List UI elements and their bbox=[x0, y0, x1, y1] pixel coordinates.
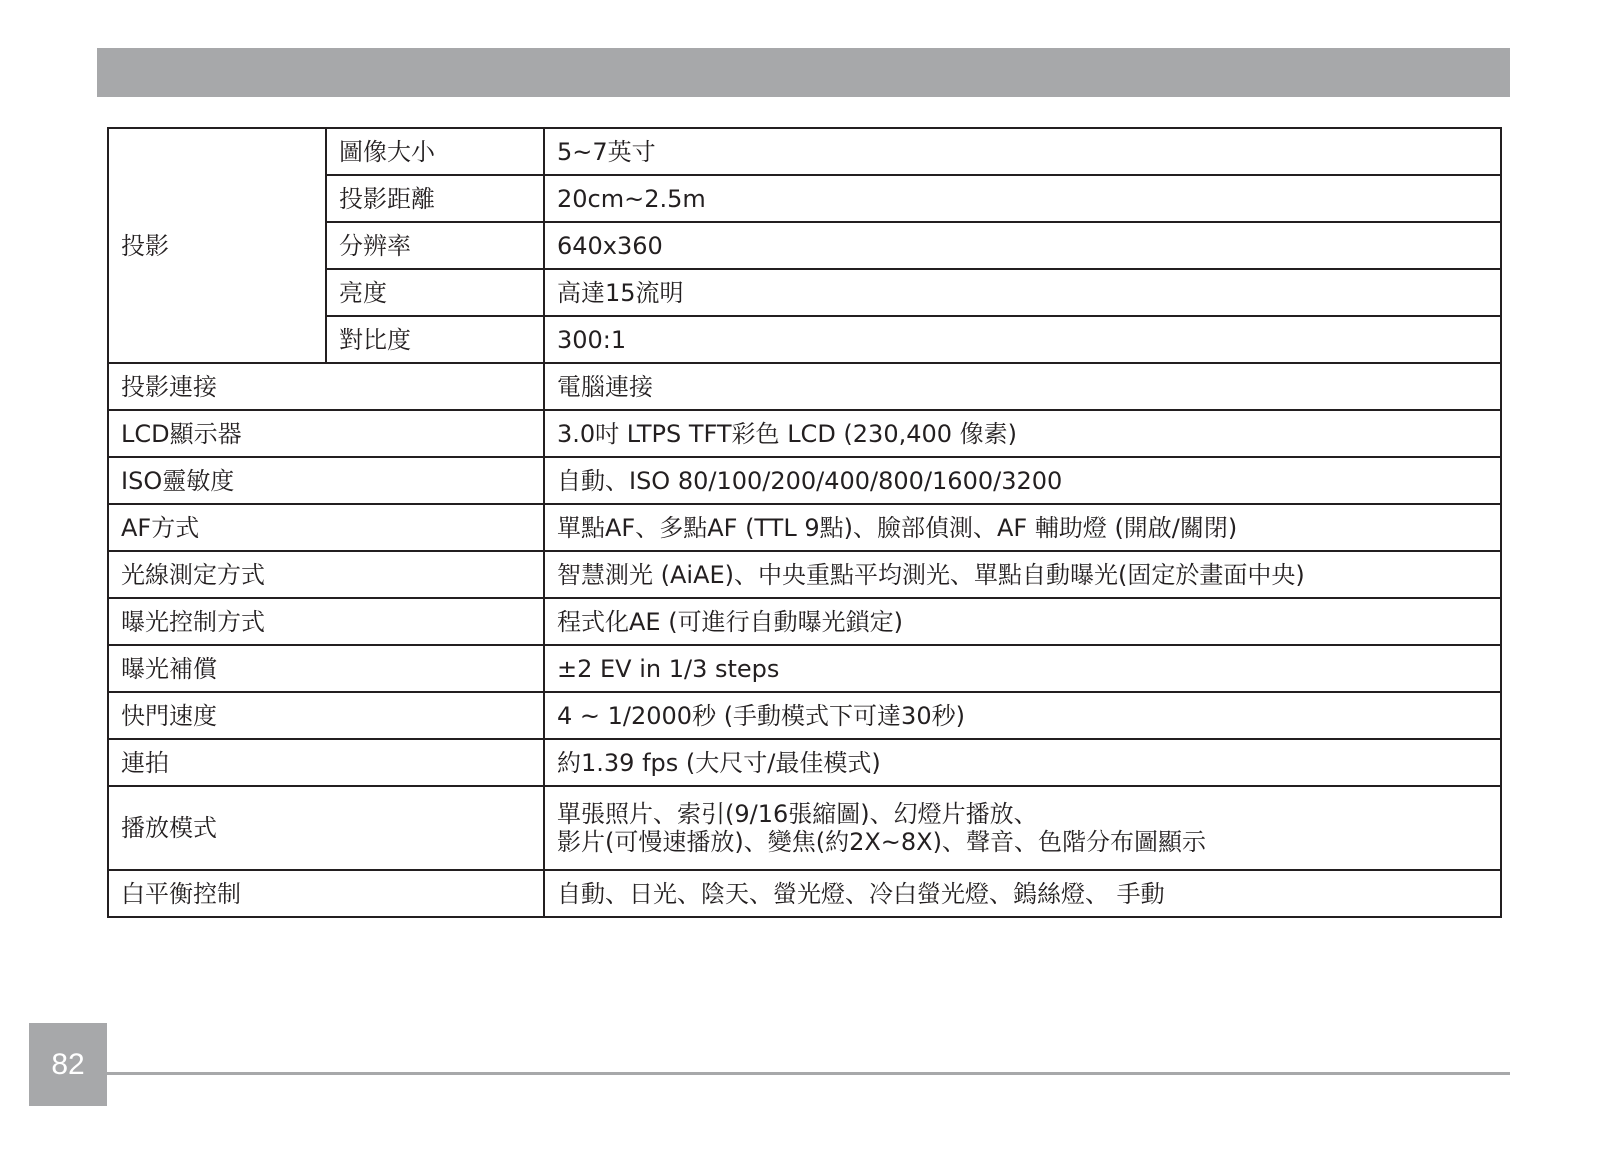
spec-label: 連拍 bbox=[108, 739, 544, 786]
spec-sub-label: 對比度 bbox=[326, 316, 544, 363]
header-bar bbox=[97, 48, 1510, 97]
table-row bbox=[108, 410, 1501, 457]
spec-value bbox=[544, 786, 1501, 870]
footer-divider bbox=[107, 1072, 1510, 1075]
table-row bbox=[108, 504, 1501, 551]
spec-sub-label: 分辨率 bbox=[326, 222, 544, 269]
spec-value: 程式化AE (可進行自動曝光鎖定) bbox=[544, 598, 1501, 645]
spec-sub-label: 圖像大小 bbox=[326, 128, 544, 175]
table-row bbox=[108, 598, 1501, 645]
spec-sub-label: 投影距離 bbox=[326, 175, 544, 222]
spec-value: 智慧測光 (AiAE)、中央重點平均測光、單點自動曝光(固定於畫面中央) bbox=[544, 551, 1501, 598]
spec-sub-label: 亮度 bbox=[326, 269, 544, 316]
page-number-tab bbox=[29, 1023, 107, 1106]
spec-label: 曝光控制方式 bbox=[108, 598, 544, 645]
spec-label: ISO靈敏度 bbox=[108, 457, 544, 504]
table-row bbox=[108, 692, 1501, 739]
spec-label: 光線測定方式 bbox=[108, 551, 544, 598]
table-row bbox=[108, 363, 1501, 410]
spec-value: 單點AF、多點AF (TTL 9點)、臉部偵測、AF 輔助燈 (開啟/關閉) bbox=[544, 504, 1501, 551]
spec-group-label: 投影 bbox=[108, 128, 326, 363]
spec-value: 640x360 bbox=[544, 222, 1501, 269]
table-row bbox=[108, 128, 1501, 175]
spec-label: 快門速度 bbox=[108, 692, 544, 739]
spec-label: 曝光補償 bbox=[108, 645, 544, 692]
spec-value: 自動、ISO 80/100/200/400/800/1600/3200 bbox=[544, 457, 1501, 504]
table-row bbox=[108, 645, 1501, 692]
spec-value: 高達15流明 bbox=[544, 269, 1501, 316]
spec-value-line: 單張照片、索引(9/16張縮圖)、幻燈片播放、 bbox=[557, 800, 1038, 828]
spec-label: 播放模式 bbox=[108, 786, 544, 870]
table-row bbox=[108, 870, 1501, 917]
spec-value: 5~7英寸 bbox=[544, 128, 1501, 175]
spec-value: 4 ~ 1/2000秒 (手動模式下可達30秒) bbox=[544, 692, 1501, 739]
spec-table bbox=[107, 127, 1502, 918]
spec-value: 20cm~2.5m bbox=[544, 175, 1501, 222]
spec-label: AF方式 bbox=[108, 504, 544, 551]
table-row bbox=[108, 457, 1501, 504]
spec-label: 白平衡控制 bbox=[108, 870, 544, 917]
spec-label: 投影連接 bbox=[108, 363, 544, 410]
table-row bbox=[108, 786, 1501, 870]
spec-value: 電腦連接 bbox=[544, 363, 1501, 410]
spec-value: 自動、日光、陰天、螢光燈、冷白螢光燈、鎢絲燈、 手動 bbox=[544, 870, 1501, 917]
spec-value-line: 影片(可慢速播放)、變焦(約2X~8X)、聲音、色階分布圖顯示 bbox=[557, 828, 1206, 856]
spec-value: 約1.39 fps (大尺寸/最佳模式) bbox=[544, 739, 1501, 786]
table-row bbox=[108, 551, 1501, 598]
spec-label: LCD顯示器 bbox=[108, 410, 544, 457]
spec-value: 3.0吋 LTPS TFT彩色 LCD (230,400 像素) bbox=[544, 410, 1501, 457]
spec-value: ±2 EV in 1/3 steps bbox=[544, 645, 1501, 692]
page-number: 82 bbox=[51, 1047, 85, 1081]
table-row bbox=[108, 739, 1501, 786]
spec-value: 300:1 bbox=[544, 316, 1501, 363]
